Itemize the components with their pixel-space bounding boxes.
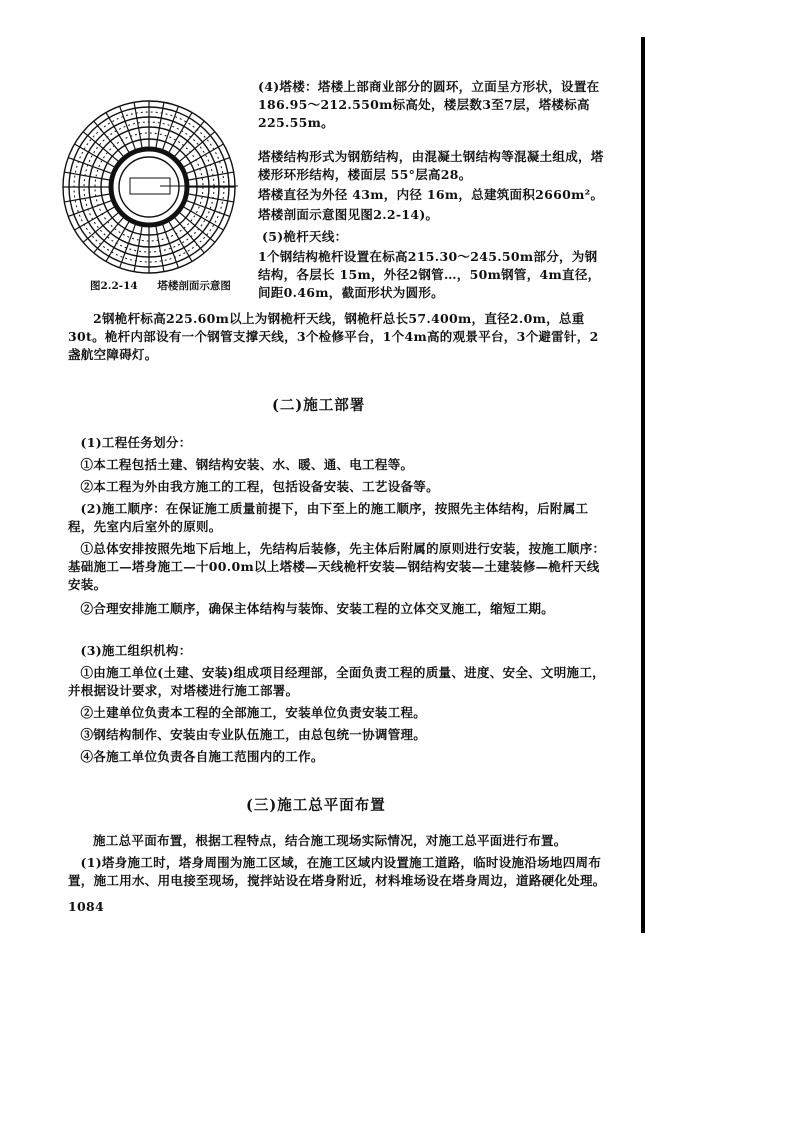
section-2-paragraph-5: ①总体安排按照先地下后地上，先结构后装修，先主体后附属的原则进行安装，按施工顺序：基础施工—塔身施工—十00.0m以上塔楼—天线桅杆安装—钢结构安装—土建装修—桅杆天线安装。: [68, 541, 606, 592]
tower-paragraph-3: 塔楼直径为外径 43m，内径 16m，总建筑面积2660m²。: [258, 187, 604, 202]
section-spoke-line: [134, 224, 142, 271]
section-spoke-line: [75, 144, 117, 168]
section-spoke-line: [182, 144, 224, 168]
section-2-heading: (二)施工部署: [272, 397, 366, 414]
figure-caption-title: 塔楼剖面示意图: [157, 280, 231, 292]
right-border-line: [641, 37, 645, 933]
section-spoke-line: [75, 206, 117, 230]
section-spoke-line: [64, 194, 111, 202]
section-2-paragraph-10: ③钢结构制作、安装由专业队伍施工，由总包统一协调管理。: [80, 727, 427, 742]
section-2-paragraph-3: ②本工程为外由我方施工的工程，包括设备安装、工艺设备等。: [80, 479, 439, 494]
tower-paragraph-6: 1个钢结构桅杆设置在标高215.30～245.50m部分，为钢结构，各层长 15m，外径2钢管…，50m钢管，4m直径，间距0.46m，截面形状为圆形。: [258, 249, 601, 300]
tower-paragraph-4: 塔楼剖面示意图见图2.2-14)。: [258, 207, 439, 222]
tower-section-drawing: [60, 98, 238, 276]
section-2-paragraph-11: ④各施工单位负责各自施工范围内的工作。: [80, 749, 324, 764]
section-2-paragraph-7: (3)施工组织机构：: [80, 643, 192, 658]
tower-paragraph-1: (4)塔楼：塔楼上部商业部分的圆环，立面呈方形状，设置在186.95～212.550m标高处，楼层数3至7层，塔楼标高225.55m。: [258, 79, 600, 130]
section-spoke-line: [168, 113, 192, 155]
section-2-paragraph-6: ②合理安排施工顺序，确保主体结构与装饰、安装工程的立体交叉施工，缩短工期。: [80, 601, 555, 616]
section-spoke-line: [106, 220, 130, 262]
section-3-paragraph-2: (1)塔身施工时，塔身周围为施工区域，在施工区域内设置施工道路，临时设施沿场地四周布置，施工用水、用电接至现场，搅拌站设在塔身附近，材料堆场设在塔身周边，道路硬化处理。: [68, 855, 606, 888]
tower-paragraph-7: 2钢桅杆标高225.60m以上为钢桅杆天线，钢桅杆总长57.400m，直径2.0m，总重30t。桅杆内部设有一个钢管支撑天线，3个检修平台，1个4m高的观景平台，3个避雷针，2盏航空障碍灯。: [68, 311, 599, 362]
section-2-paragraph-9: ②土建单位负责本工程的全部施工，安装单位负责安装工程。: [80, 705, 427, 720]
section-2-paragraph-8: ①由施工单位(土建、安装)组成项目经理部，全面负责工程的质量、进度、安全、文明施工，并根据设计要求，对塔楼进行施工部署。: [68, 665, 605, 698]
section-spoke-line: [186, 172, 233, 180]
section-2-paragraph-2: ①本工程包括土建、钢结构安装、水、暖、通、电工程等。: [80, 457, 414, 472]
section-spoke-line: [64, 172, 111, 180]
section-spoke-line: [156, 102, 164, 149]
section-3-heading: (三)施工总平面布置: [246, 797, 386, 814]
section-spoke-line: [156, 224, 164, 271]
tower-paragraph-5: (5)桅杆天线：: [262, 229, 348, 244]
tower-section-figure: [60, 98, 238, 276]
tower-paragraph-2: 塔楼结构形式为钢筋结构，由混凝土钢结构等混凝土组成，塔楼形环形结构，楼面层 55°层高28。: [258, 149, 604, 182]
figure-caption-number: 图2.2-14: [90, 280, 138, 292]
section-2-paragraph-4: (2)施工顺序：在保证施工质量前提下，由下至上的施工顺序，按照先主体结构，后附属工程，先室内后室外的原则。: [68, 501, 589, 534]
section-3-paragraph-1: 施工总平面布置，根据工程特点，结合施工现场实际情况，对施工总平面进行布置。: [93, 833, 567, 848]
page-number: 1084: [68, 899, 104, 914]
section-spoke-line: [134, 102, 142, 149]
section-spoke-line: [186, 194, 233, 202]
figure-caption: [90, 278, 231, 293]
section-2-paragraph-1: (1)工程任务划分：: [80, 435, 192, 450]
